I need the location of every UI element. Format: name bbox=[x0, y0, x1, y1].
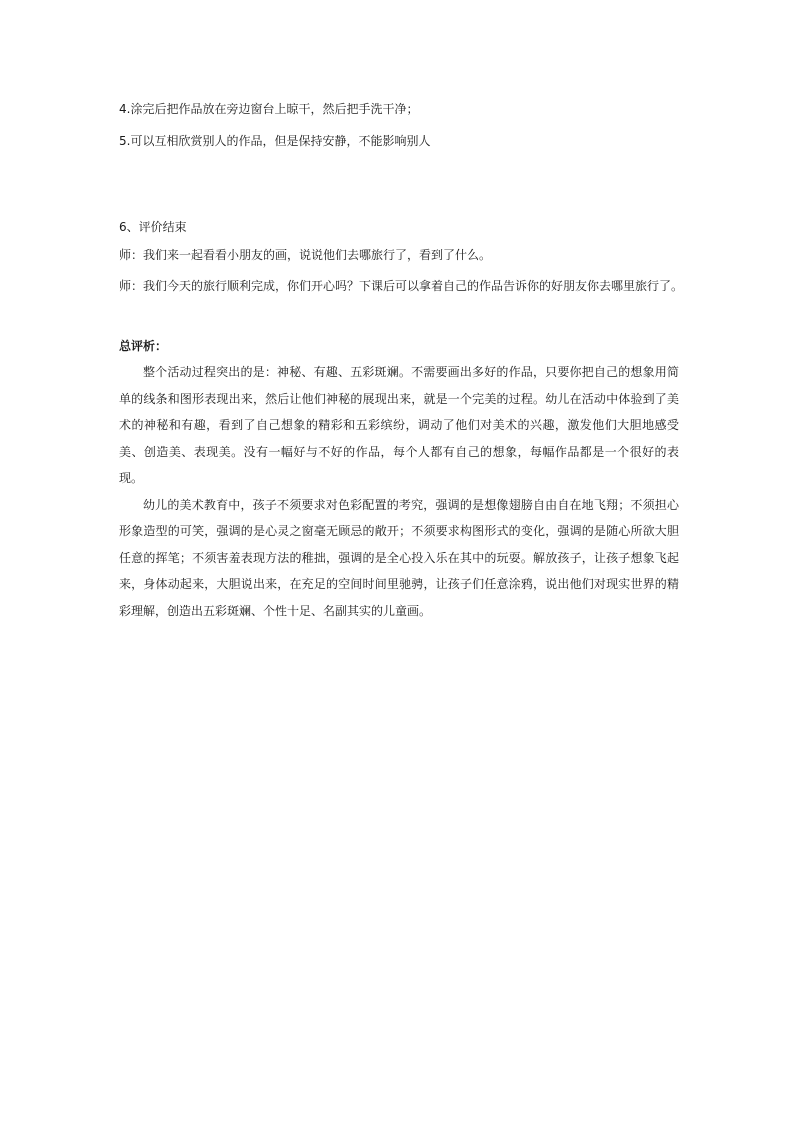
evaluation-line-1: 师：我们来一起看看小朋友的画，说说他们去哪旅行了，看到了什么。 bbox=[119, 248, 492, 262]
summary-heading: 总评析： bbox=[119, 339, 168, 353]
summary-body bbox=[119, 359, 679, 624]
step-4-text: 4.涂完后把作品放在旁边窗台上晾干，然后把手洗干净； bbox=[119, 102, 419, 116]
summary-paragraph-1: 整个活动过程突出的是：神秘、有趣、五彩斑斓。不需要画出多好的作品，只要你把自己的想象用简单的线条和图形表现出来，然后让他们神秘的展现出来，就是一个完美的过程。幼儿在活动中体验到了美术的神秘和有趣，看到了自己想象的精彩和五彩缤纷，调动了他们对美术的兴趣，激发他们大胆地感受美、创造美、表现美。没有一幅好与不好的作品，每个人都有自己的想象，每幅作品都是一个很好的表现。 bbox=[119, 365, 679, 485]
summary-paragraph-2: 幼儿的美术教育中，孩子不须要求对色彩配置的考究，强调的是想像翅膀自由自在地飞翔；不须担心形象造型的可笑，强调的是心灵之窗毫无顾忌的敞开；不须要求构图形式的变化，强调的是随心所欲大胆任意的挥笔；不须害羞表现方法的稚拙，强调的是全心投入乐在其中的玩耍。解放孩子，让孩子想象飞起来，身体动起来，大胆说出来，在充足的空间时间里驰骋，让孩子们任意涂鸦，说出他们对现实世界的精彩理解，创造出五彩斑斓、个性十足、名副其实的儿童画。 bbox=[119, 497, 679, 618]
evaluation-heading: 6、评价结束 bbox=[119, 220, 187, 234]
evaluation-line-2: 师：我们今天的旅行顺利完成，你们开心吗？下课后可以拿着自己的作品告诉你的好朋友你去哪里旅行了。 bbox=[119, 279, 684, 293]
step-5-text: 5.可以互相欣赏别人的作品，但是保持安静，不能影响别人 bbox=[119, 134, 431, 148]
